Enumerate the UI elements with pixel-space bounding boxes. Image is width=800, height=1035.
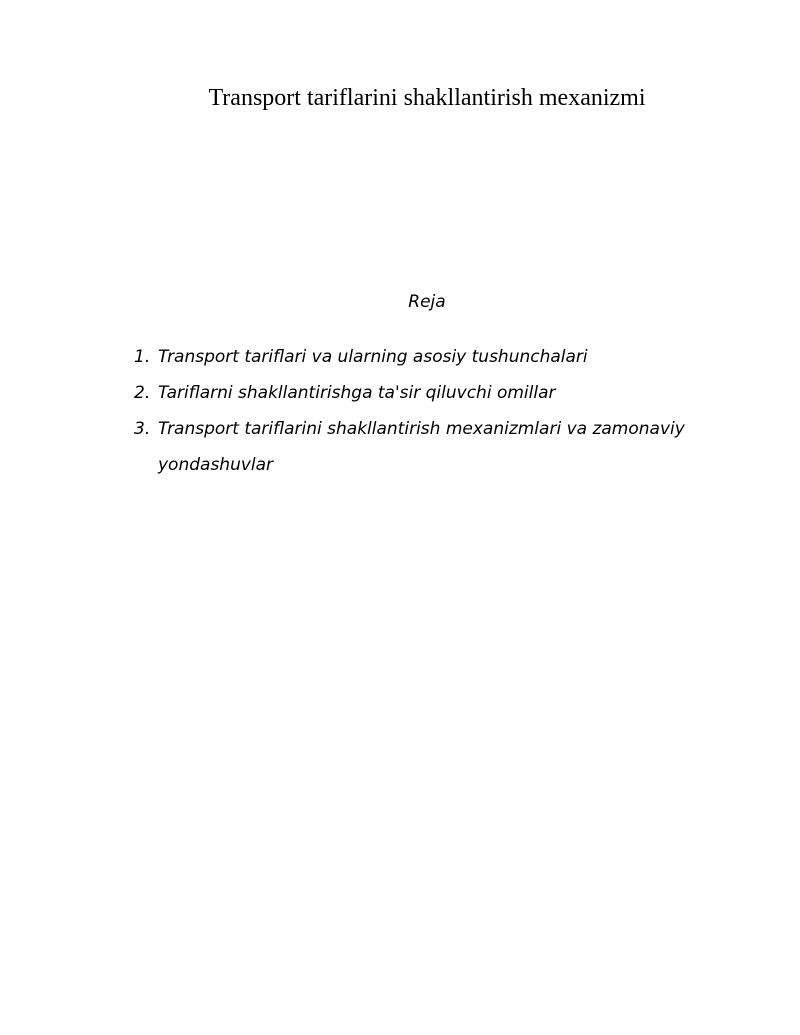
document-title: Transport tariflarini shakllantirish mexanizmi (208, 85, 646, 111)
plan-item-number: 2. (134, 383, 151, 403)
plan-item-3 (128, 411, 708, 483)
plan-item-2 (128, 375, 708, 411)
plan-item-1 (128, 339, 708, 375)
plan-item-number: 1. (134, 347, 151, 367)
plan-item-text: Transport tariflarini shakllantirish mexanizmlari va zamonaviy yondashuvlar (158, 419, 685, 475)
plan-item-number: 3. (134, 419, 151, 439)
plan-list (128, 339, 708, 483)
plan-heading: Reja (408, 292, 446, 312)
plan-item-text: Transport tariflari va ularning asosiy tushunchalari (158, 347, 588, 367)
plan-item-text: Tariflarni shakllantirishga ta'sir qiluvchi omillar (158, 383, 556, 403)
